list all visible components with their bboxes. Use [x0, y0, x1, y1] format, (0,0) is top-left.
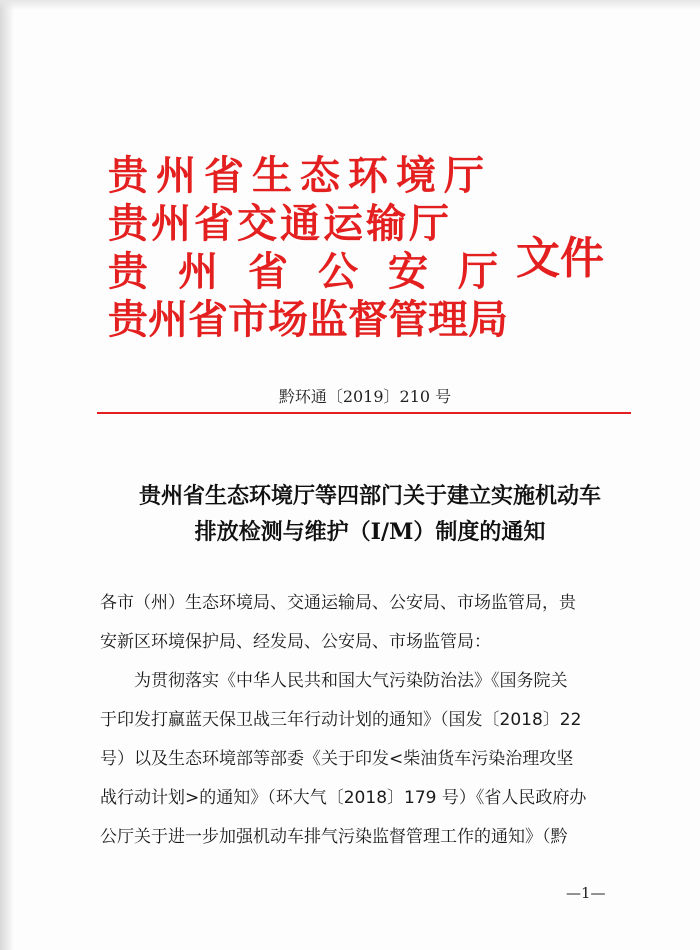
issuer-market-regulation-bureau: 贵州省市场监督管理局	[108, 296, 508, 343]
page-top-shadow	[0, 0, 700, 10]
document-label: 文件	[516, 233, 604, 284]
body-line: 公厅关于进一步加强机动车排气污染监督管理工作的通知》（黔	[100, 827, 568, 847]
body-line: 各市（州）生态环境局、交通运输局、公安局、市场监管局，贵	[100, 593, 576, 613]
body-line: 安新区环境保护局、经发局、公安局、市场监管局：	[100, 632, 491, 652]
body-line: 号）以及生态环境部等部委《关于印发<柴油货车污染治理攻坚	[100, 749, 574, 769]
issuer-ecology-department: 贵州省生态环境厅	[108, 152, 492, 199]
red-divider-line	[97, 412, 631, 414]
document-body	[100, 584, 630, 857]
body-line: 战行动计划>的通知》（环大气〔2018〕179 号）《省人民政府办	[100, 788, 587, 808]
document-number: 黔环通〔2019〕210 号	[278, 387, 452, 406]
issuing-agencies	[108, 152, 528, 344]
issuer-transport-department: 贵州省交通运输厅	[108, 200, 452, 247]
body-line: 为贯彻落实《中华人民共和国大气污染防治法》《国务院关	[100, 671, 568, 691]
title-line-1: 贵州省生态环境厅等四部门关于建立实施机动车	[138, 483, 601, 509]
body-line: 于印发打赢蓝天保卫战三年行动计划的通知》（国发〔2018〕22	[100, 710, 582, 730]
issuer-public-security-department: 贵州省公安厅	[108, 248, 528, 295]
document-title	[60, 478, 680, 550]
title-line-2: 排放检测与维护（I/M）制度的通知	[194, 519, 546, 545]
page-number: —1—	[566, 884, 606, 902]
page-edge-shadow	[0, 0, 14, 950]
